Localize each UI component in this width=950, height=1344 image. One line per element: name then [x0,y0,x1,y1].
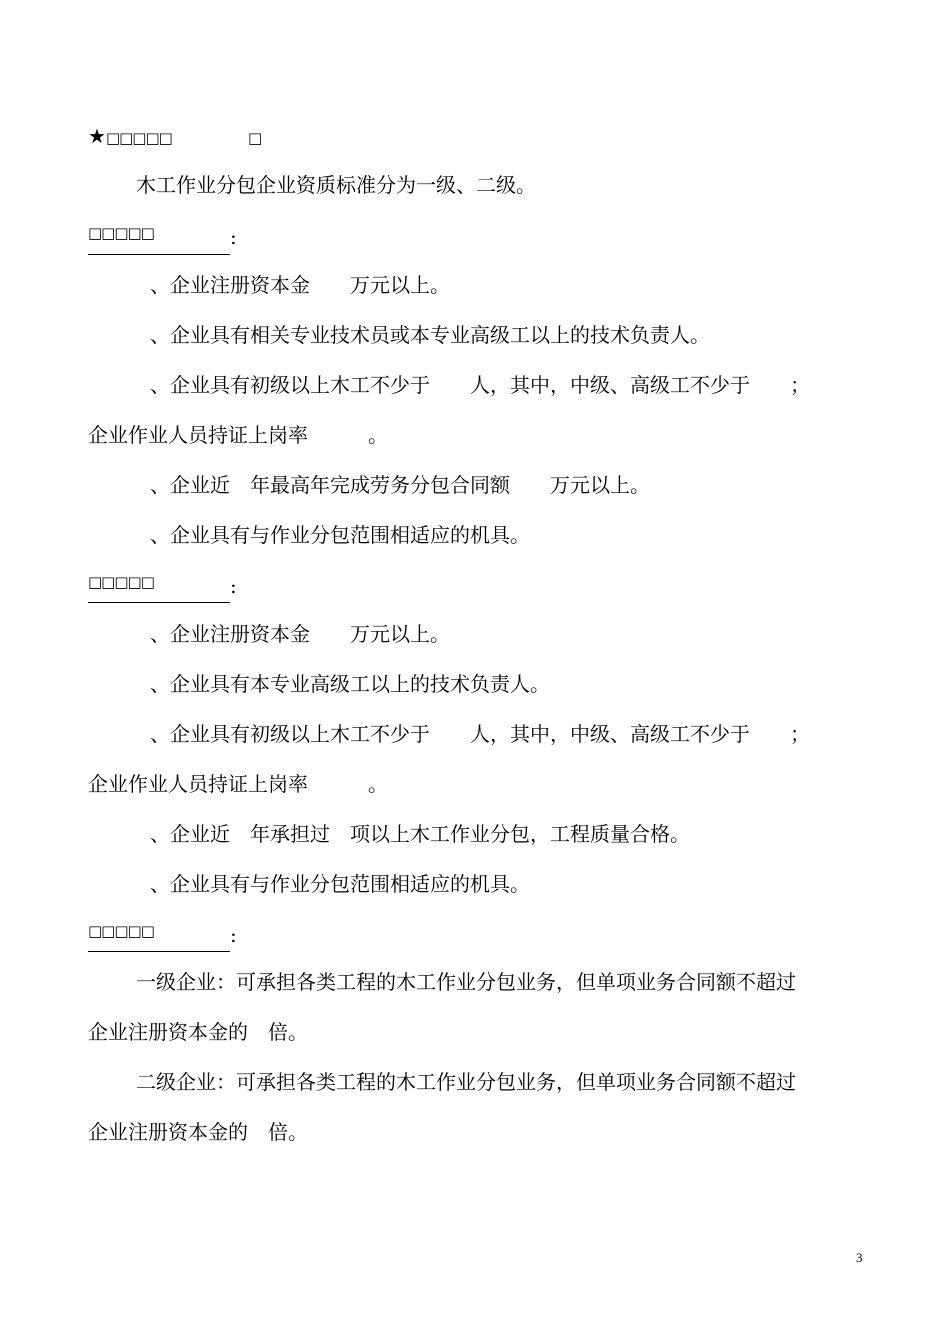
section1-item: 、企业具有与作业分包范围相适应的机具。 [150,523,530,547]
heading [88,124,172,150]
heading-title: □□□□□ [105,129,172,147]
section1-item: 、企业近 年最高年完成劳务分包合同额 万元以上。 [150,473,650,497]
section3-paragraph: 一级企业：可承担各类工程的木工作业分包业务，但单项业务合同额不超过 [136,970,796,994]
star-icon: ★ [88,124,106,148]
section3-paragraph-continuation: 企业注册资本金的 倍。 [88,1020,308,1044]
section3-paragraph: 二级企业：可承担各类工程的木工作业分包业务，但单项业务合同额不超过 [136,1070,796,1094]
section1-underline [88,254,230,255]
section3-paragraph-continuation: 企业注册资本金的 倍。 [88,1120,308,1144]
section1-colon: : [230,225,237,249]
section2-item-continuation: 企业作业人员持证上岗率 。 [88,772,388,796]
section2-underline [88,602,230,603]
page-number: 3 [856,1250,863,1265]
section2-item: 、企业具有与作业分包范围相适应的机具。 [150,872,530,896]
heading-box: □ [248,129,262,147]
section1-item: 、企业具有初级以上木工不少于 人，其中，中级、高级工不少于 ； [150,373,810,397]
section1-item: 、企业注册资本金 万元以上。 [150,273,450,297]
section1-item: 、企业具有相关专业技术员或本专业高级工以上的技术负责人。 [150,323,710,347]
section2-item: 、企业注册资本金 万元以上。 [150,622,450,646]
section3-colon: : [230,923,237,947]
section1-title: □□□□□ [88,224,154,242]
section1-item-continuation: 企业作业人员持证上岗率 。 [88,423,388,447]
section2-item: 、企业近 年承担过 项以上木工作业分包，工程质量合格。 [150,822,690,846]
section2-colon: : [230,574,237,598]
section2-title: □□□□□ [88,573,154,591]
section3-title: □□□□□ [88,922,154,940]
section3-underline [88,951,230,952]
section2-item: 、企业具有本专业高级工以上的技术负责人。 [150,672,550,696]
intro-paragraph: 木工作业分包企业资质标准分为一级、二级。 [136,173,536,197]
section2-item: 、企业具有初级以上木工不少于 人，其中，中级、高级工不少于 ； [150,722,810,746]
